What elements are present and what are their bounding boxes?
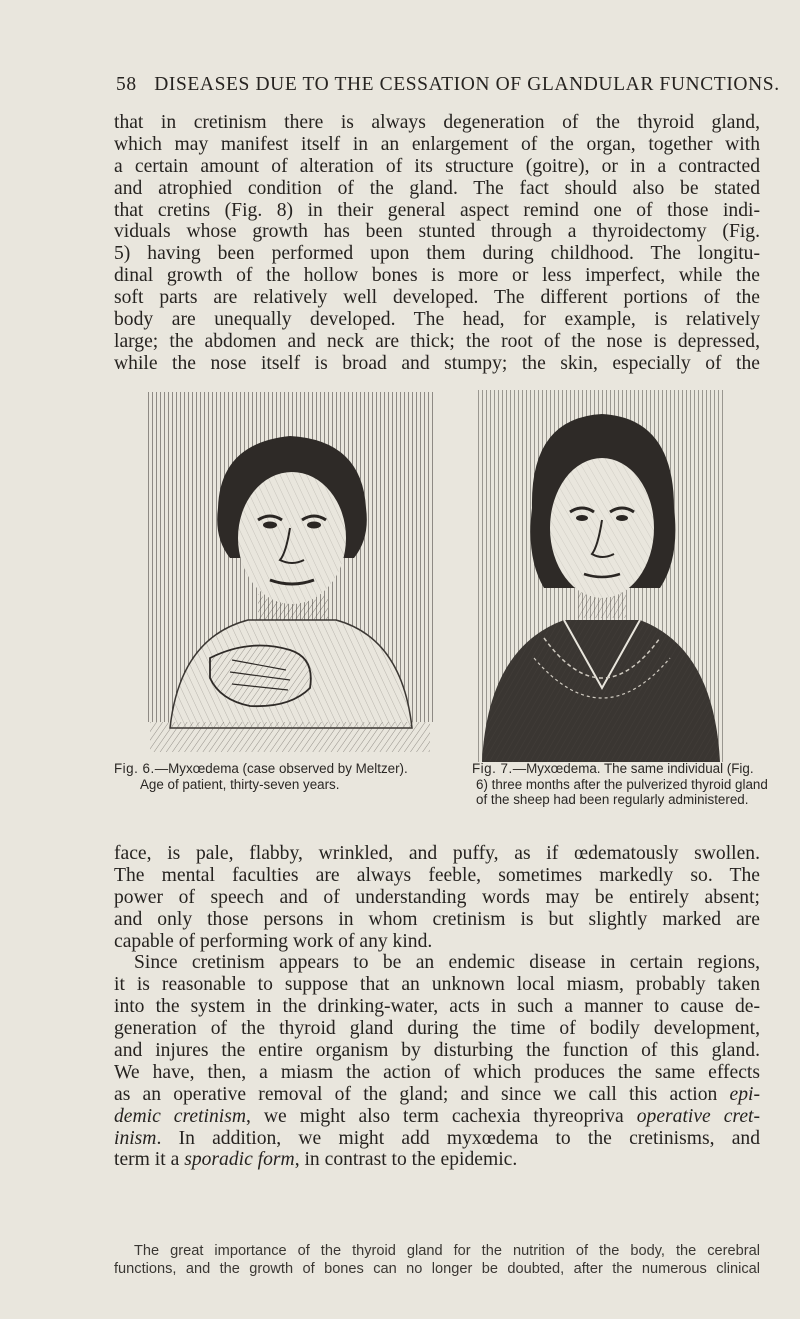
text-line: Since cretinism appears to be an endemic disease in certain regions, — [134, 952, 760, 974]
text-line: which may manifest itself in an enlargement of the organ, together with — [114, 133, 760, 155]
text-line: that in cretinism there is always degeneration of the thyroid gland, — [114, 112, 760, 133]
italic-term: epi- — [729, 1083, 760, 1105]
text-line: while the nose itself is broad and stumpy; the skin, especially of the — [114, 352, 760, 374]
figure-7-caption — [472, 761, 768, 808]
caption-line: 6) three months after the pulverized thyroid gland — [476, 776, 768, 792]
paragraph-bottom — [114, 843, 760, 1171]
text-line: face, is pale, flabby, wrinkled, and puffy, as if œdematously swollen. — [114, 843, 760, 864]
caption-text: —Myxœdema (case observed by Meltzer). — [154, 761, 408, 776]
running-title: DISEASES DUE TO THE CESSATION OF GLANDULAR FUNCTIONS. — [154, 74, 780, 95]
caption-line — [472, 761, 762, 777]
text-line: body are unequally developed. The head, for example, is relatively — [114, 309, 760, 331]
figure-6-illustration — [140, 388, 440, 758]
text-line: large; the abdomen and neck are thick; the root of the nose is depressed, — [114, 330, 760, 352]
text-segment: , we might also term cachexia thyreopriva — [245, 1105, 637, 1127]
figure-6-engraving — [140, 388, 440, 758]
footnote-line: functions, and the growth of bones can no longer be doubted, after the numerous clinical — [114, 1261, 760, 1278]
caption-line: Age of patient, thirty-seven years. — [140, 776, 340, 792]
text-line: and atrophied condition of the gland. The fact should also be stated — [114, 177, 760, 199]
footnote-line: The great importance of the thyroid gland for the nutrition of the body, the cerebral — [134, 1243, 760, 1259]
text-line — [114, 1128, 760, 1150]
text-segment: term it a — [114, 1149, 185, 1171]
figure-label: Fig. 6. — [114, 761, 155, 776]
text-line: We have, then, a miasm the action of which produces the same effects — [114, 1061, 760, 1083]
figure-7-engraving — [474, 388, 728, 762]
text-line: soft parts are relatively well developed. The different portions of the — [114, 287, 760, 309]
italic-term: sporadic form — [184, 1149, 295, 1171]
text-segment: . In addition, we might add myxœdema to the cretinisms, and — [156, 1127, 760, 1149]
text-segment: , in contrast to the epidemic. — [294, 1149, 518, 1171]
italic-term: operative cret- — [636, 1105, 760, 1127]
paragraph-top — [114, 112, 760, 375]
text-line — [114, 1149, 760, 1171]
text-line: a certain amount of alteration of its structure (goitre), or in a contracted — [114, 155, 760, 177]
text-line: dinal growth of the hollow bones is more or less imperfect, while the — [114, 265, 760, 287]
text-line: power of speech and of understanding words may be entirely absent; — [114, 886, 760, 908]
italic-term: inism — [114, 1127, 157, 1149]
caption-line: of the sheep had been regularly administered. — [476, 792, 749, 808]
text-line: that cretins (Fig. 8) in their general aspect remind one of those indi- — [114, 199, 760, 221]
running-header — [116, 74, 780, 96]
text-line — [114, 1106, 760, 1128]
text-line: viduals whose growth has been stunted through a thyroidectomy (Fig. — [114, 221, 760, 243]
text-line: and only those persons in whom cretinism is but slightly marked are — [114, 908, 760, 930]
page-number: 58 — [116, 74, 137, 95]
footnote — [114, 1242, 760, 1279]
caption-text: —Myxœdema. The same individual (Fig. — [512, 761, 754, 776]
figure-6-caption — [114, 761, 444, 792]
text-line: it is reasonable to suppose that an unknown local miasm, probably taken — [114, 974, 760, 996]
text-line: The mental faculties are always feeble, sometimes markedly so. The — [114, 864, 760, 886]
text-line: and injures the entire organism by disturbing the function of this gland. — [114, 1040, 760, 1062]
text-segment: as an operative removal of the gland; and since we call this action — [114, 1083, 718, 1105]
text-line: generation of the thyroid gland during the time of bodily development, — [114, 1018, 760, 1040]
text-line: 5) having been performed upon them during childhood. The longitu- — [114, 243, 760, 265]
text-line — [114, 1084, 760, 1106]
figure-label: Fig. 7. — [472, 761, 513, 776]
caption-line — [114, 761, 444, 777]
text-line: capable of performing work of any kind. — [114, 930, 433, 952]
text-line: into the system in the drinking-water, acts in such a manner to cause de- — [114, 996, 760, 1018]
figure-7-illustration — [474, 388, 728, 762]
italic-term: demic cretinism — [114, 1105, 246, 1127]
